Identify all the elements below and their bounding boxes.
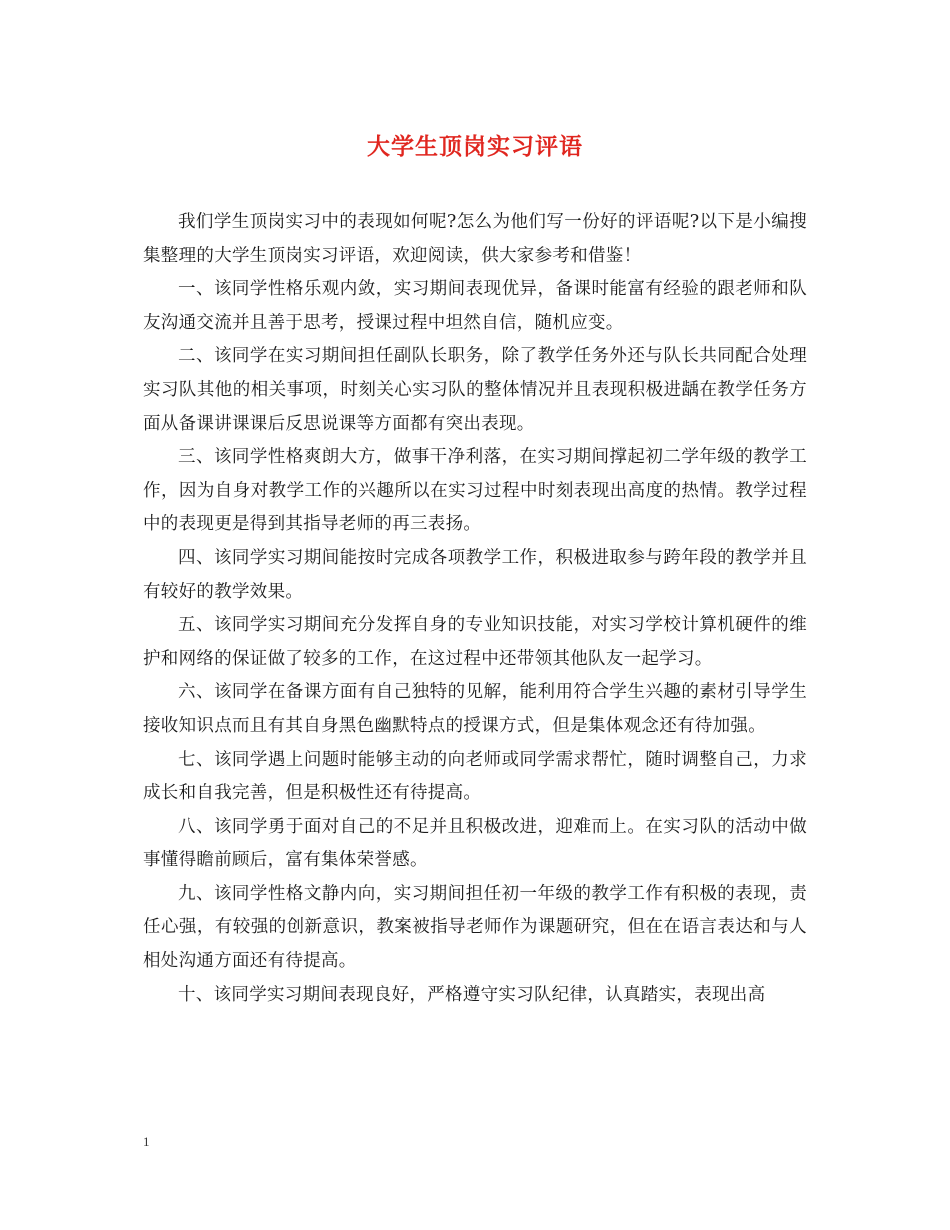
page-number: 1 xyxy=(143,1134,150,1149)
paragraph-intro: 我们学生顶岗实习中的表现如何呢?怎么为他们写一份好的评语呢?以下是小编搜集整理的大学生顶岗实习评语，欢迎阅读，供大家参考和借鉴！ xyxy=(143,212,807,266)
paragraph-4: 四、该同学实习期间能按时完成各项教学工作，积极进取参与跨年段的教学并且有较好的教学效果。 xyxy=(143,547,807,602)
paragraph-9: 九、该同学性格文静内向，实习期间担任初一年级的教学工作有积极的表现，责任心强，有较强的创新意识，教案被指导老师作为课题研究，但在在语言表达和与人相处沟通方面还有待提高。 xyxy=(143,883,807,972)
paragraph-10: 十、该同学实习期间表现良好，严格遵守实习队纪律，认真踏实，表现出高 xyxy=(178,984,766,1005)
paragraph-2: 二、该同学在实习期间担任副队长职务，除了教学任务外还与队长共同配合处理实习队其他的相关事项，时刻关心实习队的整体情况并且表现积极进龋在教学任务方面从备课讲课课后反思说课等方面都有突出表现。 xyxy=(143,346,807,434)
paragraph-1: 一、该同学性格乐观内敛，实习期间表现优异，备课时能富有经验的跟老师和队友沟通交流并且善于思考，授课过程中坦然自信，随机应变。 xyxy=(143,279,807,333)
paragraph-6: 六、该同学在备课方面有自己独特的见解，能利用符合学生兴趣的素材引导学生接收知识点而且有其自身黑色幽默特点的授课方式，但是集体观念还有待加强。 xyxy=(143,682,807,736)
paragraph-3: 三、该同学性格爽朗大方，做事干净利落，在实习期间撑起初二学年级的教学工作，因为自身对教学工作的兴趣所以在实习过程中时刻表现出高度的热情。教学过程中的表现更是得到其指导老师的再三表扬。 xyxy=(143,447,807,535)
document-body xyxy=(143,206,807,1012)
paragraph-5: 五、该同学实习期间充分发挥自身的专业知识技能，对实习学校计算机硬件的维护和网络的保证做了较多的工作，在这过程中还带领其他队友一起学习。 xyxy=(143,615,807,669)
document-title: 大学生顶岗实习评语 xyxy=(367,134,583,160)
paragraph-8: 八、该同学勇于面对自己的不足并且积极改进，迎难而上。在实习队的活动中做事懂得瞻前顾后，富有集体荣誉感。 xyxy=(143,816,807,871)
paragraph-7: 七、该同学遇上问题时能够主动的向老师或同学需求帮忙，随时调整自己，力求成长和自我完善，但是积极性还有待提高。 xyxy=(143,749,807,804)
